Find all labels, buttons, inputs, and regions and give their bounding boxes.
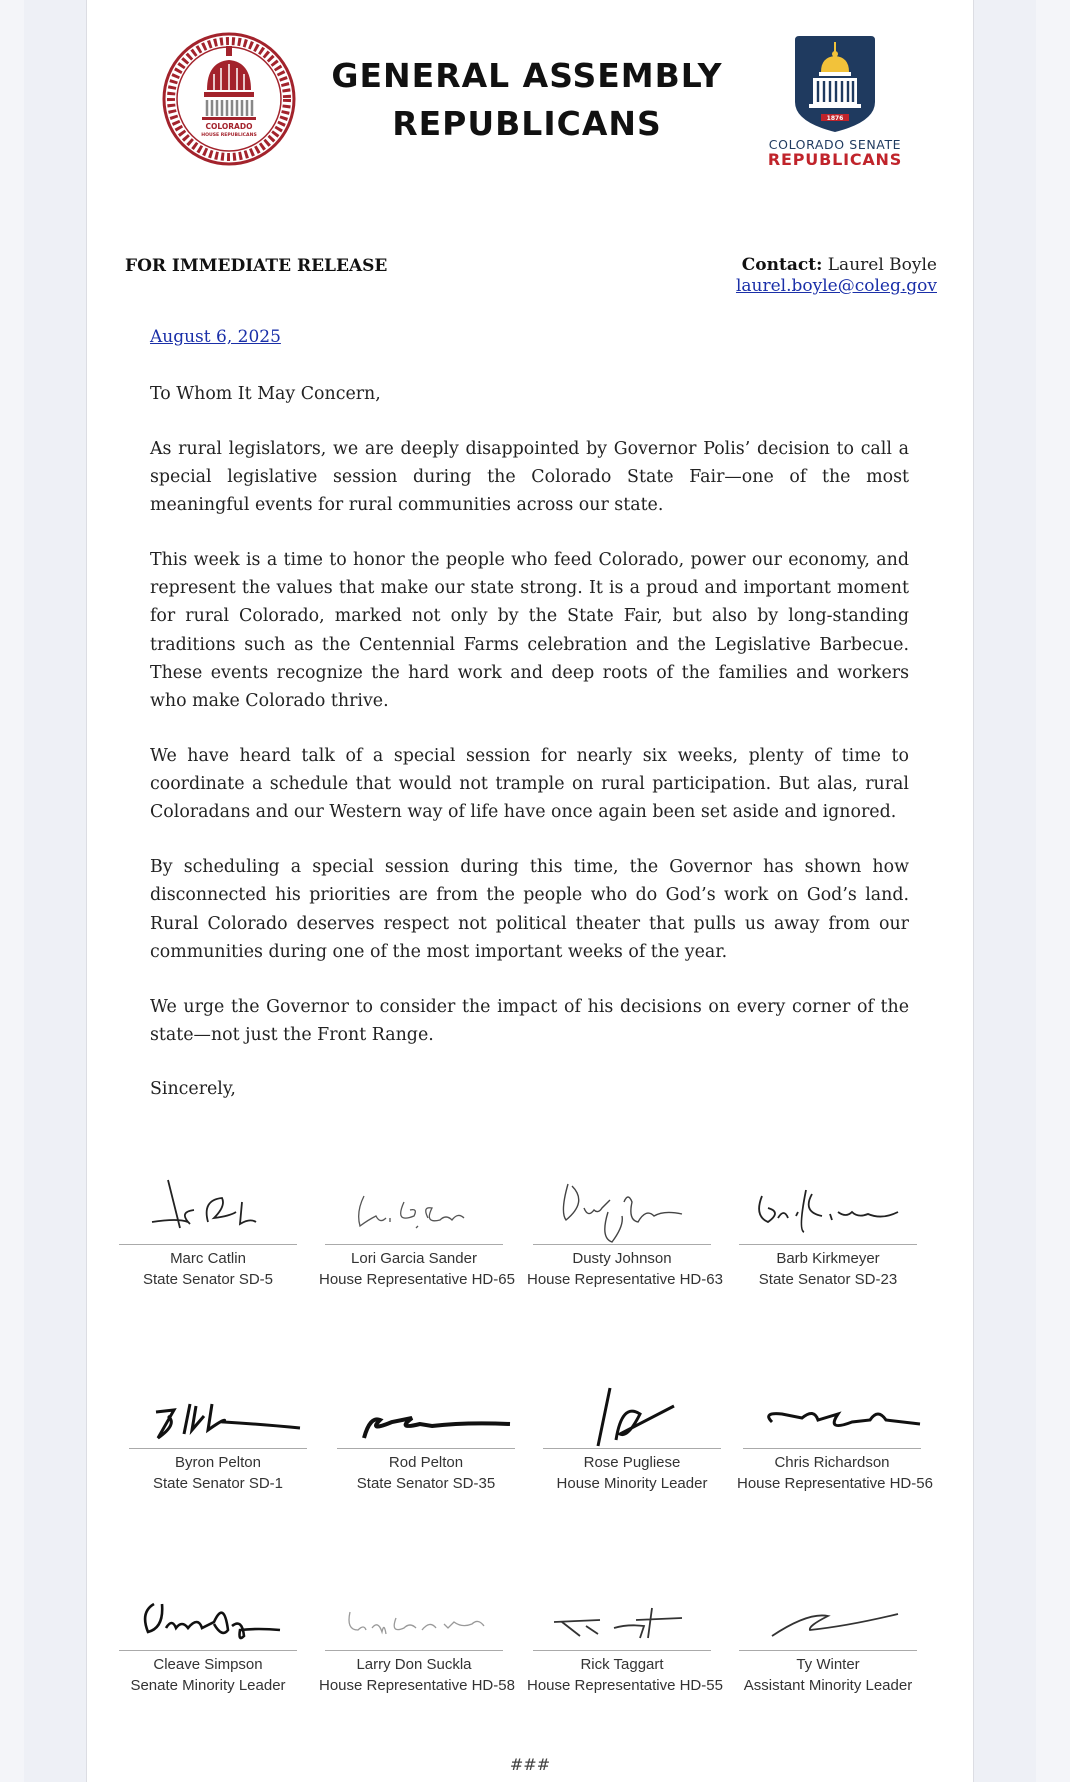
signature-line [739,1244,917,1245]
contact-block [736,255,937,297]
signatory-title: House Minority Leader [556,1474,708,1492]
signature-line [119,1650,297,1651]
handwritten-signature [118,1172,298,1244]
paragraph: As rural legislators, we are deeply disappointed by Governor Polis’ decision to call a special legislative session during the Colorado State Fair—one of the most meaningful events for rural communities across our state. [150,438,909,516]
signatory-name: Barb Kirkmeyer [776,1250,880,1267]
signatory-title: State Senator SD-23 [758,1270,898,1288]
release-label: FOR IMMEDIATE RELEASE [125,256,388,276]
house-republicans-logo [162,32,296,166]
signatory-name: Cleave Simpson [153,1656,263,1673]
senate-logo-year: 1876 [826,115,844,122]
handwritten-signature [128,1376,308,1448]
paragraph: This week is a time to honor the people who feed Colorado, power our economy, and represent the values that make our state strong. It is a proud and important moment for rural Colorado, marked not only by the State Fair, but also by long-standing traditions such as the Centennial Farms celebration and the Legislative Barbecue. These events recognize the hard work and deep roots of the families and workers who make Colorado thrive. [150,549,909,712]
letter-body [150,380,909,1130]
signature-line [129,1448,307,1449]
end-of-release-mark: ### [509,1755,551,1774]
signature-line [533,1650,711,1651]
signature-block [319,1172,515,1290]
handwritten-signature [532,1578,712,1650]
background-margin-right [1036,0,1070,1782]
signatory-name: Chris Richardson [774,1454,890,1471]
signatory-title: House Representative HD-63 [527,1270,723,1288]
signatory-title: House Representative HD-55 [527,1676,723,1694]
signature-line [119,1244,297,1245]
paragraph: We have heard talk of a special session for nearly six weeks, plenty of time to coordinate a schedule that would not trample on rural participation. But alas, rural Coloradans and our Western way of life have once again been set aside and ignored. [150,745,909,823]
signatory-title: House Representative HD-56 [737,1474,933,1492]
signature-block [737,1376,933,1494]
signature-block [319,1578,515,1696]
contact-label: Contact: [741,255,823,275]
handwritten-signature [324,1578,504,1650]
signatory-title: State Senator SD-5 [142,1270,274,1288]
signature-block [537,1376,727,1494]
signatory-name: Rose Pugliese [583,1454,681,1471]
senate-republicans-logo [759,32,909,174]
handwritten-signature [738,1172,918,1244]
title-line-1: GENERAL ASSEMBLY [331,56,723,95]
signatory-name: Larry Don Suckla [356,1656,472,1673]
signature-block [113,1172,303,1290]
page-title [327,52,727,148]
signatory-name: Byron Pelton [175,1454,261,1471]
signatory-name: Ty Winter [796,1656,860,1673]
signature-line [325,1244,503,1245]
signature-line [533,1244,711,1245]
signatory-name: Marc Catlin [170,1250,246,1267]
handwritten-signature [532,1172,712,1244]
signature-block [527,1578,723,1696]
title-line-2: REPUBLICANS [392,104,662,143]
signature-line [739,1650,917,1651]
signature-line [325,1650,503,1651]
signatory-title: House Representative HD-58 [319,1676,515,1694]
handwritten-signature [542,1376,722,1448]
senate-logo-line-2: REPUBLICANS [767,150,903,169]
paragraph: We urge the Governor to consider the impact of his decisions on every corner of the state—not just the Front Range. [150,996,909,1045]
handwritten-signature [324,1172,504,1244]
handwritten-signature [118,1578,298,1650]
signature-line [337,1448,515,1449]
closing: Sincerely, [150,1079,236,1100]
signature-block [527,1172,723,1290]
signatory-title: Assistant Minority Leader [743,1676,913,1694]
signatory-name: Rod Pelton [388,1454,464,1471]
letter-date[interactable]: August 6, 2025 [150,327,281,347]
signatory-title: House Representative HD-65 [319,1270,515,1288]
senate-logo-line-1: COLORADO SENATE [768,137,902,152]
document-page [86,0,974,1782]
handwritten-signature [738,1578,918,1650]
background-margin-left [0,0,24,1782]
signature-block [123,1376,313,1494]
signatory-name: Lori Garcia Sander [351,1250,477,1267]
paragraph: By scheduling a special session during this time, the Governor has shown how disconnected his priorities are from the people who do God’s work on God’s land. Rural Colorado deserves respect not political theater that pulls us away from our communities during one of the most important weeks of the year. [150,857,909,962]
handwritten-signature [742,1376,922,1448]
signature-block [331,1376,521,1494]
salutation: To Whom It May Concern, [150,384,381,404]
handwritten-signature [336,1376,516,1448]
contact-email-link[interactable]: laurel.boyle@coleg.gov [735,276,937,296]
house-logo-text-top: COLORADO [205,122,253,131]
signature-block [113,1578,303,1696]
signature-block [733,1172,923,1290]
signature-block [733,1578,923,1696]
signatory-title: State Senator SD-1 [152,1474,284,1492]
contact-name: Laurel Boyle [827,255,937,275]
signatory-title: Senate Minority Leader [130,1676,286,1694]
signatory-title: State Senator SD-35 [356,1474,496,1492]
house-logo-text-bottom: HOUSE REPUBLICANS [201,133,257,138]
signatory-name: Rick Taggart [580,1656,664,1673]
signatory-name: Dusty Johnson [572,1250,672,1267]
signature-line [543,1448,721,1449]
signature-line [743,1448,921,1449]
